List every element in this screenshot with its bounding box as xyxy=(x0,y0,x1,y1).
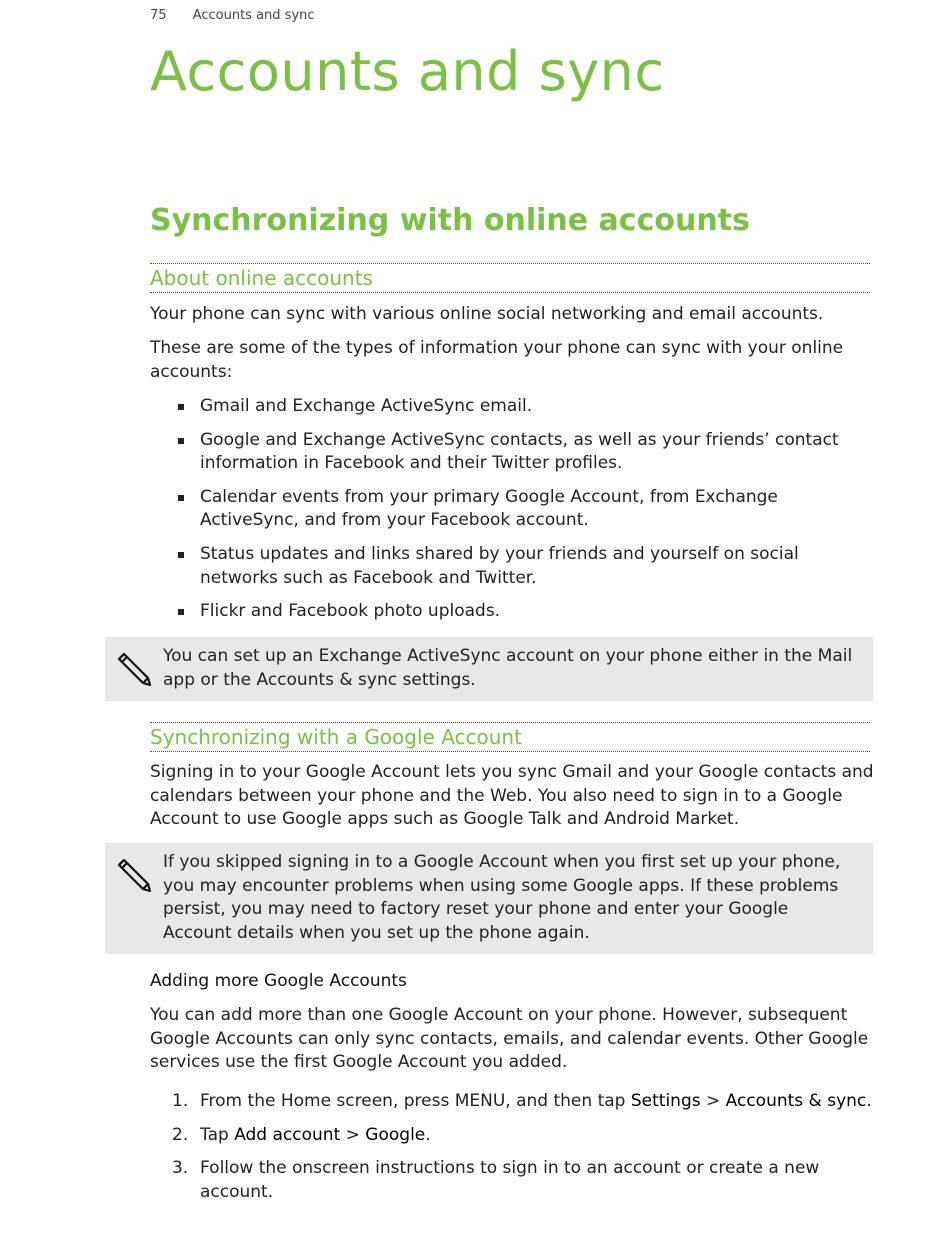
pencil-icon xyxy=(113,647,155,689)
google-paragraph: Signing in to your Google Account lets you sync Gmail and your Google contacts and calendars between your phone and the Web. You also need to sign in to a Google Account to use Google apps such as Google Talk and Android Market. xyxy=(150,762,874,830)
list-item: Calendar events from your primary Google Account, from Exchange ActiveSync, and from your Facebook account. xyxy=(150,486,875,533)
step-item: 2. Tap Add account > Google. xyxy=(150,1124,875,1148)
ui-label-accounts-sync: Accounts & sync xyxy=(725,1091,867,1111)
pencil-icon xyxy=(113,853,155,895)
about-paragraph-1: Your phone can sync with various online social networking and email accounts. xyxy=(150,304,824,324)
ui-label-add-account: Add account xyxy=(234,1124,341,1145)
list-item: Status updates and links shared by your friends and yourself on social networks such as Facebook and Twitter. xyxy=(150,543,875,590)
section-title: Synchronizing with online accounts xyxy=(150,203,750,238)
note-box-google xyxy=(105,843,873,954)
note-text: You can set up an Exchange ActiveSync account on your phone either in the Mail app or the Accounts & sync settings. xyxy=(163,646,853,690)
sync-types-list xyxy=(150,395,875,634)
bullet-square-icon xyxy=(178,438,184,444)
list-item: Gmail and Exchange ActiveSync email. xyxy=(150,395,875,419)
adding-paragraph: You can add more than one Google Account on your phone. However, subsequent Google Accounts can only sync contacts, emails, and calendar events. Other Google services use the first Google Account you added. xyxy=(150,1005,869,1073)
subheading-about-online-accounts: About online accounts xyxy=(150,263,870,293)
step-item: 1. From the Home screen, press MENU, and then tap Settings > Accounts & sync. xyxy=(150,1090,875,1114)
about-paragraph-2: These are some of the types of information your phone can sync with your online accounts: xyxy=(150,338,844,382)
step-number: 3. xyxy=(172,1158,189,1179)
steps-list xyxy=(150,1090,875,1214)
list-item: Google and Exchange ActiveSync contacts, as well as your friends’ contact information in Facebook and their Twitter profiles. xyxy=(150,429,875,476)
note-text: If you skipped signing in to a Google Account when you first set up your phone, you may encounter problems when using some Google apps. If these problems persist, you may need to factory reset your phone and enter your Google Account details when you set up the phone again. xyxy=(163,852,841,943)
bullet-square-icon xyxy=(178,609,184,615)
page-number: 75 xyxy=(150,8,167,23)
running-title: Accounts and sync xyxy=(192,8,315,23)
ui-label-settings: Settings xyxy=(630,1091,701,1111)
step-item: 3. Follow the onscreen instructions to sign in to an account or create a new account. xyxy=(172,1158,820,1202)
list-item: Flickr and Facebook photo uploads. xyxy=(150,600,875,624)
note-box-exchange xyxy=(105,637,873,701)
bullet-square-icon xyxy=(178,552,184,558)
chapter-title: Accounts and sync xyxy=(150,40,665,103)
heading-adding-google-accounts: Adding more Google Accounts xyxy=(150,971,407,991)
running-header xyxy=(150,8,315,23)
bullet-square-icon xyxy=(178,495,184,501)
step-number: 2. xyxy=(172,1124,189,1145)
bullet-square-icon xyxy=(178,404,184,410)
ui-label-google: Google xyxy=(365,1124,426,1145)
step-number: 1. xyxy=(172,1091,189,1111)
subheading-google-account: Synchronizing with a Google Account xyxy=(150,722,870,752)
